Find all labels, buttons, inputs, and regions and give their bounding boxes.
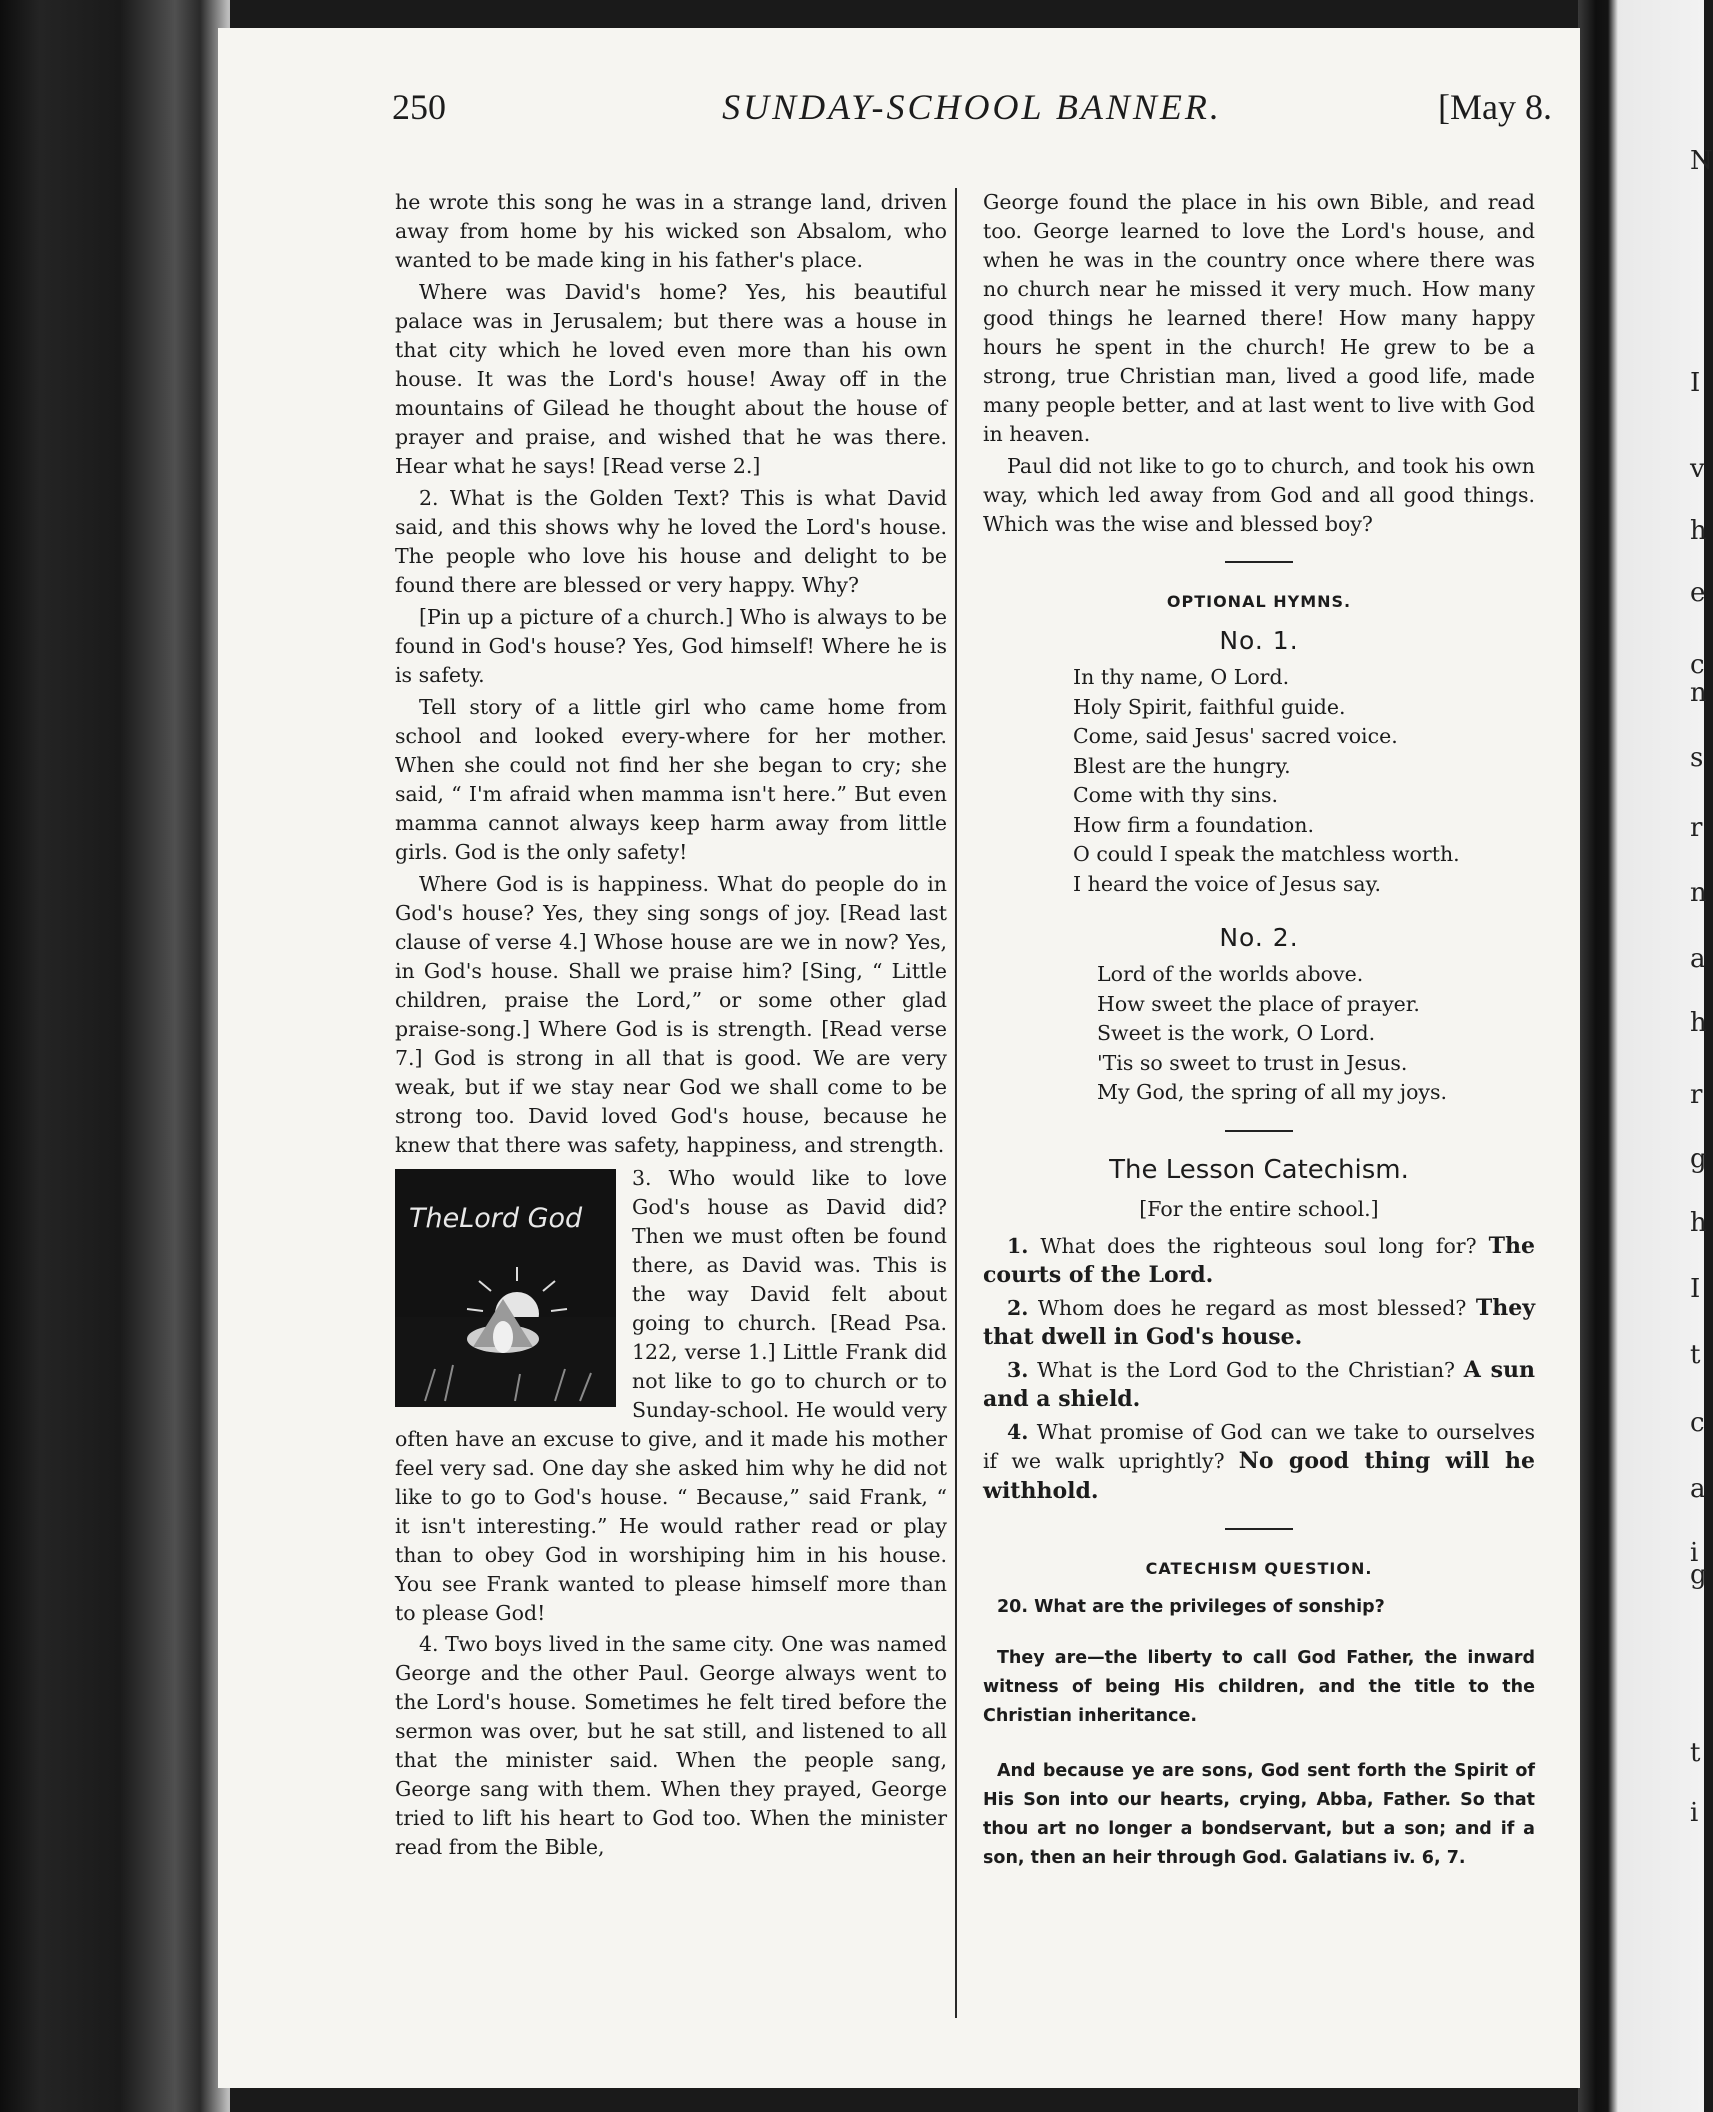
page-header bbox=[392, 86, 1552, 146]
section-rule bbox=[1225, 561, 1293, 563]
left-column bbox=[395, 188, 947, 1865]
paragraph: 4. Two boys lived in the same city. One was named George and the other Paul. George always went to the Lord's house. Sometimes he felt tired before the sermon was over, but he sat still, and listened to all that the minister said. When the people sang, George sang with them. When they prayed, George tried to lift his heart to God too. When the minister read from the Bible, bbox=[395, 1632, 947, 1859]
lord-god-illustration bbox=[395, 1169, 616, 1407]
page-number: 250 bbox=[392, 87, 446, 127]
catechism-question: 20. What are the privileges of sonship? bbox=[997, 1597, 1385, 1617]
scan-binding-edge bbox=[0, 0, 230, 2112]
paragraph: Tell story of a little girl who came home from school and looked every-where for her mother. When she could not find her she began to cry; she said, “ I'm afraid when mamma isn't here.” But even mamma cannot always keep harm away from little girls. God is the only safety! bbox=[395, 695, 947, 864]
hymn-line: Come, said Jesus' sacred voice. bbox=[1073, 724, 1398, 748]
catechism-item: 2. Whom does he regard as most blessed? They that dwell in God's house. bbox=[983, 1294, 1535, 1350]
hymn-line: Lord of the worlds above. bbox=[1097, 962, 1364, 986]
paragraph: Where was David's home? Yes, his beautiful palace was in Jerusalem; but there was a house in that city which he loved even more than his own house. It was the Lord's house! Away off in the mountains of Gilead he thought about the house of prayer and praise, and wished that he was there. Hear what he says! [Read verse 2.] bbox=[395, 280, 947, 478]
catechism-question-heading: CATECHISM QUESTION. bbox=[1145, 1559, 1373, 1578]
scripture-quote: And because ye are sons, God sent forth the Spirit of His Son into our hearts, crying, Abba, Father. So that thou art no longer a bondservant, but a son; and if a son, then an heir through God. Galatians iv. 6, 7. bbox=[983, 1761, 1535, 1868]
catechism-answer: They are—the liberty to call God Father, the inward witness of being His children, and the title to the Christian inheritance. bbox=[983, 1648, 1535, 1726]
hymn-line: My God, the spring of all my joys. bbox=[1097, 1080, 1448, 1104]
right-column bbox=[983, 188, 1535, 1899]
hymn-line: How sweet the place of prayer. bbox=[1097, 991, 1420, 1016]
hymn-line: Holy Spirit, faithful guide. bbox=[1073, 694, 1346, 719]
hymn-line: How firm a foundation. bbox=[1073, 812, 1314, 837]
hymn-list-1 bbox=[983, 663, 1535, 899]
hymn-list-2 bbox=[983, 960, 1535, 1108]
facing-page-glyphs: N I v h e c n s r n a h r g h I t c a i g t i bbox=[1690, 146, 1713, 1828]
paragraph: Paul did not like to go to church, and took his own way, which led away from God and all good things. Which was the wise and blessed boy? bbox=[983, 454, 1535, 536]
column-divider bbox=[955, 188, 957, 2018]
catechism-item: 1. What does the righteous soul long for? The courts of the Lord. bbox=[983, 1232, 1535, 1288]
hymn-line: Blest are the hungry. bbox=[1073, 753, 1291, 778]
journal-title: SUNDAY-SCHOOL BANNER. bbox=[722, 87, 1222, 127]
catechism-subtitle: [For the entire school.] bbox=[1139, 1196, 1379, 1221]
catechism-title: The Lesson Catechism. bbox=[1109, 1154, 1409, 1185]
paragraph: 2. What is the Golden Text? This is what David said, and this shows why he loved the Lord's house. The people who love his house and delight to be found there are blessed or very happy. Why? bbox=[395, 486, 947, 597]
catechism-item: 4. What promise of God can we take to ourselves if we walk uprightly? No good thing will he withhold. bbox=[983, 1419, 1535, 1504]
issue-date: [May 8. bbox=[1438, 87, 1552, 127]
hymn-line: In thy name, O Lord. bbox=[1073, 665, 1290, 689]
hymn-line: 'Tis so sweet to trust in Jesus. bbox=[1097, 1050, 1408, 1075]
hymn-line: Come with thy sins. bbox=[1073, 783, 1279, 807]
hymn-line: I heard the voice of Jesus say. bbox=[1073, 871, 1381, 896]
paragraph: he wrote this song he was in a strange land, driven away from home by his wicked son Absalom, who wanted to be made king in his father's place. bbox=[395, 190, 947, 272]
optional-hymns-heading: OPTIONAL HYMNS. bbox=[1166, 592, 1352, 611]
hymn-number-1: No. 1. bbox=[1219, 626, 1299, 655]
page bbox=[218, 28, 1580, 2088]
illustration-title: TheLord God bbox=[409, 1203, 583, 1234]
paragraph: 3. Who would like to love God's house as David did? Then we must often be found there, as David was. This is the way David felt about going to church. [Read Psa. 122, verse 1.] Little Frank did not like to go to church or to Sunday-school. He would very often have an excuse to give, and it made his mother feel very sad. One day she asked him why he did not like to go to God's house. “ Because,” said Frank, “ it isn't interesting.” He would rather read or play than to obey God in worshiping him in his house. You see Frank wanted to please himself more than to please God! bbox=[395, 1166, 947, 1625]
catechism-item: 3. What is the Lord God to the Christian? A sun and a shield. bbox=[983, 1356, 1535, 1412]
hymn-line: O could I speak the matchless worth. bbox=[1073, 842, 1460, 866]
scan-facing-page-edge bbox=[1578, 0, 1713, 2112]
section-rule bbox=[1225, 1130, 1293, 1132]
paragraph: [Pin up a picture of a church.] Who is always to be found in God's house? Yes, God himself! Where he is is safety. bbox=[395, 605, 947, 687]
paragraph: Where God is is happiness. What do people do in God's house? Yes, they sing songs of joy. [Read last clause of verse 4.] Whose house are we in now? Yes, in God's house. Shall we praise him? [Sing, “ Little children, praise the Lord,” or some other glad praise-song.] Where God is is strength. [Read verse 7.] God is strong in all that is good. We are very weak, but if we stay near God we shall come to be strong too. David loved God's house, because he knew that there was safety, happiness, and strength. bbox=[395, 872, 947, 1157]
section-rule bbox=[1225, 1528, 1293, 1530]
paragraph: George found the place in his own Bible, and read too. George learned to love the Lord's house, and when he was in the country once where there was no church near he missed it very much. How many good things he learned there! How many happy hours he spent in the church! He grew to be a strong, true Christian man, lived a good life, made many people better, and at last went to live with God in heaven. bbox=[983, 190, 1535, 446]
hymn-number-2: No. 2. bbox=[1219, 923, 1299, 952]
hymn-line: Sweet is the work, O Lord. bbox=[1097, 1021, 1376, 1045]
